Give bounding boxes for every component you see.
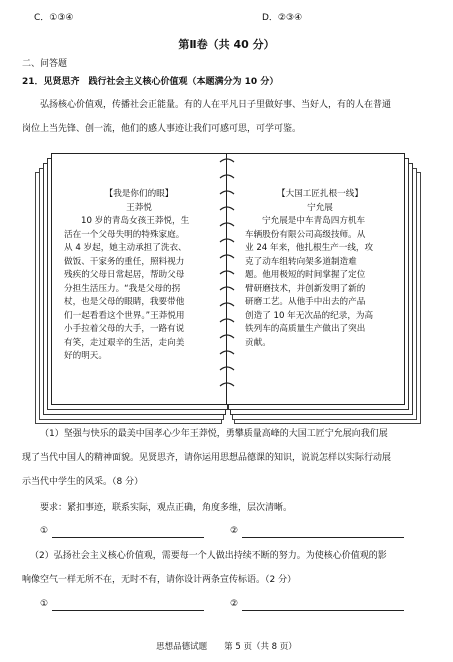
option-d: D．②③④ — [262, 13, 303, 23]
sub2-blank2-marker: ② — [230, 599, 239, 609]
sub1-requirement: 要求：紧扣事迹，联系实际，观点正确，角度多维，层次清晰。 — [40, 503, 293, 513]
sub2-line-2: 响像空气一样无所不在，无时不有，请你设计两条宣传标语。（2 分） — [22, 575, 297, 585]
left-story-line: 小手拉着父母的大手，一路有说 — [64, 324, 185, 334]
right-story-line: 贡献。 — [245, 337, 271, 348]
left-story-name: 王莽悦 — [126, 202, 152, 213]
left-story-line: 们一起看看这个世界。”王莽悦用 — [64, 310, 185, 321]
sub1-line-2: 现了当代中国人的精神面貌。见贤思齐，请你运用思想品德课的知识，说说怎样以实际行动展 — [22, 453, 392, 463]
left-story-title: 【我是你们的眼】 — [104, 189, 174, 199]
sub1-line-3: 示当代中学生的风采。（8 分） — [22, 477, 144, 487]
part-label: 二、问答题 — [22, 59, 68, 69]
sub1-blank2-marker: ② — [230, 526, 239, 536]
sub1-answer-line-1[interactable] — [52, 537, 204, 538]
sub1-blank1-marker: ① — [40, 526, 49, 536]
section-title: 第Ⅱ卷（共 40 分） — [178, 38, 275, 51]
right-story-line: 克了动车组转向架多道制造难 — [245, 256, 357, 267]
left-story-line: 活在一个父母失明的特殊家庭。 — [64, 229, 185, 240]
right-story-line: 车辆股份有限公司高级技师。从 — [245, 229, 366, 240]
right-story-line: 铁列车的高质量生产做出了突出 — [245, 324, 366, 334]
intro-line-1: 弘扬核心价值观，传播社会正能量。有的人在平凡日子里做好事、当好人，有的人在普通 — [40, 100, 392, 110]
sub2-line-1: （2）弘扬社会主义核心价值观，需要每一个人做出持续不断的努力。为使核心价值观的影 — [30, 551, 387, 561]
right-story-title: 【大国工匠扎根一线】 — [277, 189, 363, 199]
spiral-binding-icon — [214, 150, 240, 410]
left-story — [64, 188, 214, 364]
left-story-line: 从 4 岁起，她主动承担了洗衣、 — [64, 243, 187, 253]
right-story-line: 研磨工艺。从他手中出去的产品 — [245, 297, 366, 307]
right-story-line: 创造了 10 年无次品的纪录，为高 — [245, 310, 374, 321]
sub2-answer-line-2[interactable] — [242, 610, 404, 611]
sub1-answer-line-2[interactable] — [242, 537, 404, 538]
intro-line-2: 岗位上当先锋、创一流，他们的感人事迹让我们可感可思，可学可鉴。 — [22, 124, 302, 134]
option-c: C．①③④ — [34, 13, 74, 23]
question-21-heading: 21．见贤思齐 践行社会主义核心价值观（本题满分为 10 分） — [22, 77, 279, 87]
left-story-line: 好的明天。 — [64, 351, 107, 361]
sub2-answer-line-1[interactable] — [52, 610, 204, 611]
left-story-line: 残疾的父母日常起居，帮助父母 — [64, 270, 185, 280]
right-story-line: 宁允展是中车青岛四方机车 — [262, 216, 366, 226]
left-story-line: 有笑，走过艰辛的生活，走向美 — [64, 337, 185, 348]
sub1-line-1: （1）坚强与快乐的最美中国孝心少年王莽悦，勇攀质量高峰的大国工匠宁允展向我们展 — [40, 429, 388, 439]
left-story-line: 分担生活压力。“我是父母的拐 — [64, 283, 181, 294]
left-story-line: 杖，也是父母的眼睛，我要带他 — [64, 297, 185, 307]
right-story-line: 臂研磨技术，并创新发明了新的 — [245, 283, 366, 294]
right-story-line: 题。他用极短的时间掌握了定位 — [245, 270, 366, 280]
page-footer: 思想品德试题 第 5 页（共 8 页） — [156, 642, 297, 652]
left-story-line: 做饭、干家务的重任，照料视力 — [64, 256, 185, 267]
sub2-blank1-marker: ① — [40, 599, 49, 609]
left-story-line: 10 岁的青岛女孩王莽悦，生 — [81, 216, 190, 226]
right-story — [245, 188, 395, 350]
right-story-line: 业 24 年来，他扎根生产一线，攻 — [245, 243, 374, 253]
right-story-name: 宁允展 — [307, 202, 333, 213]
